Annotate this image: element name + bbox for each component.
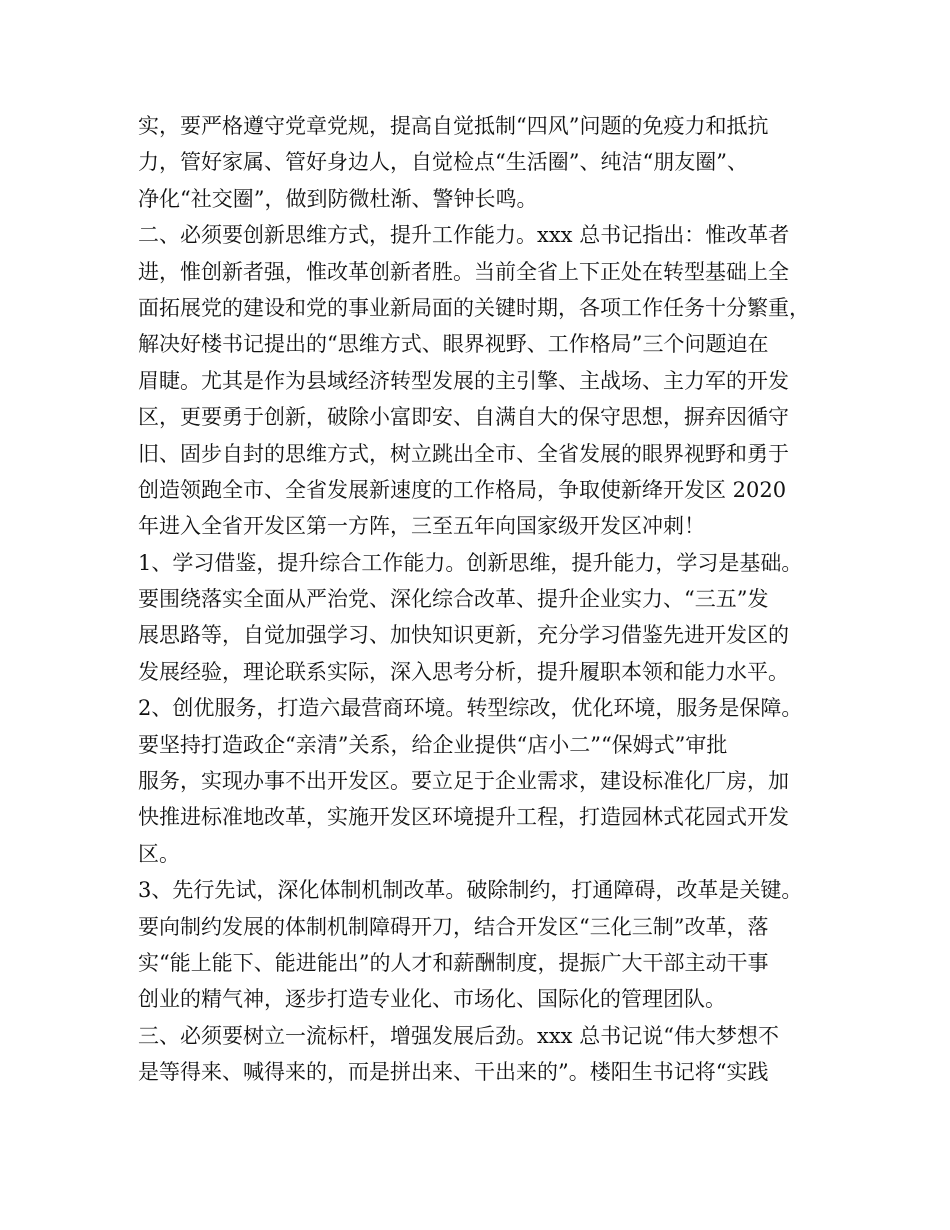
text-line: 进，惟创新者强，惟改革创新者胜。当前全省上下正处在转型基础上全: [138, 259, 789, 284]
text-line: 要围绕落实全面从严治党、深化综合改革、提升企业实力、“三五”发: [138, 587, 769, 612]
text-line: 2、创优服务，打造六最营商环境。转型综改，优化环境，服务是保障。: [138, 696, 803, 721]
text-line: 创业的精气神，逐步打造专业化、市场化、国际化的管理团队。: [138, 987, 726, 1012]
text-line: 二、必须要创新思维方式，提升工作能力。xxx 总书记指出：惟改革者: [138, 223, 790, 248]
text-line: 解决好楼书记提出的“思维方式、眼界视野、工作格局”三个问题迫在: [138, 332, 769, 357]
text-line: 眉睫。尤其是作为县域经济转型发展的主引擎、主战场、主力军的开发: [138, 368, 789, 393]
text-line: 力，管好家属、管好身边人，自觉检点“生活圈”、纯洁“朋友圈”、: [138, 150, 748, 175]
text-line: 1、学习借鉴，提升综合工作能力。创新思维，提升能力，学习是基础。: [138, 550, 803, 575]
text-line: 年进入全省开发区第一方阵，三至五年向国家级开发区冲刺！: [138, 514, 705, 539]
text-line: 是等得来、喊得来的，而是拼出来、干出来的”。楼阳生书记将“实践: [138, 1060, 769, 1085]
text-line: 3、先行先试，深化体制机制改革。破除制约，打通障碍，改革是关键。: [138, 878, 803, 903]
text-line: 要坚持打造政企“亲清”关系，给企业提供“店小二”“保姆式”审批: [138, 732, 728, 757]
text-line: 要向制约发展的体制机制障碍开刀，结合开发区“三化三制”改革，落: [138, 914, 769, 939]
text-line: 服务，实现办事不出开发区。要立足于企业需求，建设标准化厂房，加: [138, 769, 789, 794]
text-line: 净化“社交圈”，做到防微杜渐、警钟长鸣。: [138, 186, 538, 211]
text-line: 面拓展党的建设和党的事业新局面的关键时期，各项工作任务十分繁重，: [138, 295, 810, 320]
text-line: 发展经验，理论联系实际，深入思考分析，提升履职本领和能力水平。: [138, 659, 789, 684]
text-line: 实，要严格遵守党章党规，提高自觉抵制“四风”问题的免疫力和抵抗: [138, 114, 769, 138]
text-line: 区，更要勇于创新，破除小富即安、自满自大的保守思想，摒弃因循守: [138, 405, 789, 430]
text-line: 快推进标准地改革，实施开发区环境提升工程，打造园林式花园式开发: [138, 805, 789, 830]
text-line: 实“能上能下、能进能出”的人才和薪酬制度，提振广大干部主动干事: [138, 950, 769, 975]
text-line: 三、必须要树立一流标杆，增强发展后劲。xxx 总书记说“伟大梦想不: [138, 1023, 779, 1048]
text-line: 区。: [138, 841, 180, 866]
text-line: 展思路等，自觉加强学习、加快知识更新，充分学习借鉴先进开发区的: [138, 623, 789, 648]
text-line: 创造领跑全市、全省发展新速度的工作格局，争取使新绛开发区 2020: [138, 477, 787, 502]
document-body: [138, 108, 828, 1091]
text-line: 旧、固步自封的思维方式，树立跳出全市、全省发展的眼界视野和勇于: [138, 441, 789, 466]
